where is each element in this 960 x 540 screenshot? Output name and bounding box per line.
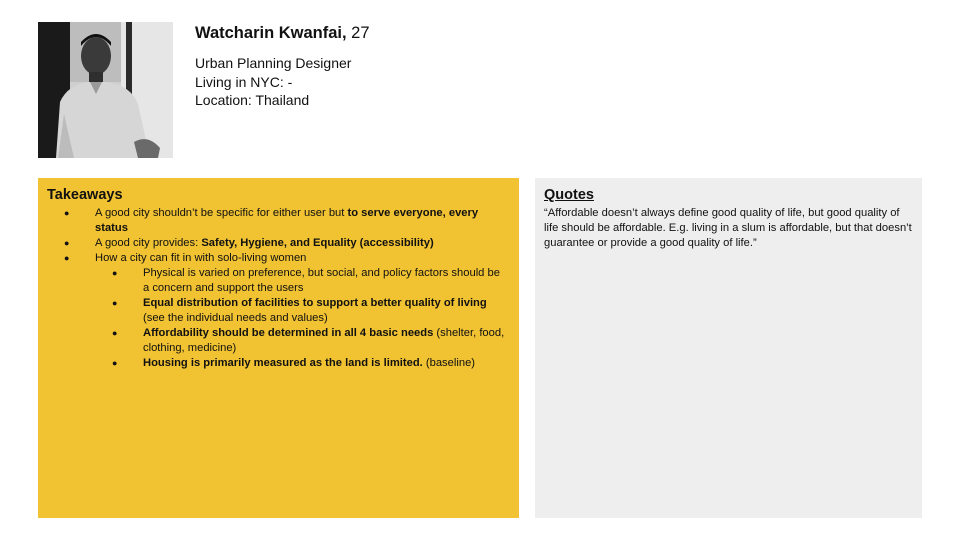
bullet-icon: ● xyxy=(112,328,118,338)
quotes-panel xyxy=(535,178,922,518)
takeaways-list xyxy=(47,206,510,371)
takeaway-item xyxy=(47,251,510,371)
takeaways-title: Takeaways xyxy=(47,187,123,203)
bullet-icon: ● xyxy=(112,298,118,308)
profile-name-line xyxy=(195,22,370,44)
takeaway-sub-text: Physical is varied on preference, but social, and policy factors should be a concern and support the users xyxy=(143,267,500,294)
takeaway-sub-bold-text: Affordability should be determined in all 4 basic needs xyxy=(143,327,434,339)
takeaway-sub-text: (baseline) xyxy=(422,357,476,369)
takeaway-item xyxy=(47,206,510,236)
quotes-title: Quotes xyxy=(544,187,594,203)
profile-age: 27 xyxy=(351,24,370,42)
profile-living-in-nyc: Living in NYC: - xyxy=(195,73,293,90)
takeaway-text: A good city provides: xyxy=(95,237,202,249)
takeaway-subitem xyxy=(95,326,510,356)
takeaway-sub-bold-text: Housing is primarily measured as the land is limited. xyxy=(143,357,423,369)
takeaway-bold-text: to serve everyone, every status xyxy=(95,207,479,234)
person-photo-icon xyxy=(38,22,173,158)
bullet-icon: ● xyxy=(64,238,70,248)
bullet-icon: ● xyxy=(64,208,70,218)
profile-location: Location: Thailand xyxy=(195,92,310,108)
takeaway-sub-text: (see the individual needs and values) xyxy=(143,312,328,324)
takeaways-panel xyxy=(38,178,519,518)
takeaway-item xyxy=(47,236,510,251)
takeaway-subitem xyxy=(95,356,510,371)
takeaway-subitem xyxy=(95,266,510,296)
takeaway-sublist xyxy=(95,266,510,371)
profile-occupation: Urban Planning Designer xyxy=(195,55,352,71)
profile-name: Watcharin Kwanfai, xyxy=(195,24,347,42)
profile-photo xyxy=(38,22,173,158)
takeaway-sub-bold-text: Equal distribution of facilities to support a better quality of living xyxy=(143,297,487,309)
takeaway-sub-text: (shelter, food, clothing, medicine) xyxy=(143,327,505,354)
bullet-icon: ● xyxy=(64,253,70,263)
takeaway-bold-text: Safety, Hygiene, and Equality (accessibility) xyxy=(201,237,434,249)
takeaway-subitem xyxy=(95,296,510,326)
profile-details xyxy=(195,54,370,110)
takeaway-text: How a city can fit in with solo-living women xyxy=(95,252,307,264)
takeaway-text: A good city shouldn’t be specific for either user but xyxy=(95,207,348,219)
profile-info xyxy=(195,22,370,110)
takeaway-subitems xyxy=(47,266,510,371)
quote-text: “Affordable doesn’t always define good quality of life, but good quality of life should be affordable. E.g. living in a slum is affordable, but that doesn’t guarantee or provide a good quality of life.” xyxy=(544,207,912,249)
bullet-icon: ● xyxy=(112,268,118,278)
bullet-icon: ● xyxy=(112,358,118,368)
